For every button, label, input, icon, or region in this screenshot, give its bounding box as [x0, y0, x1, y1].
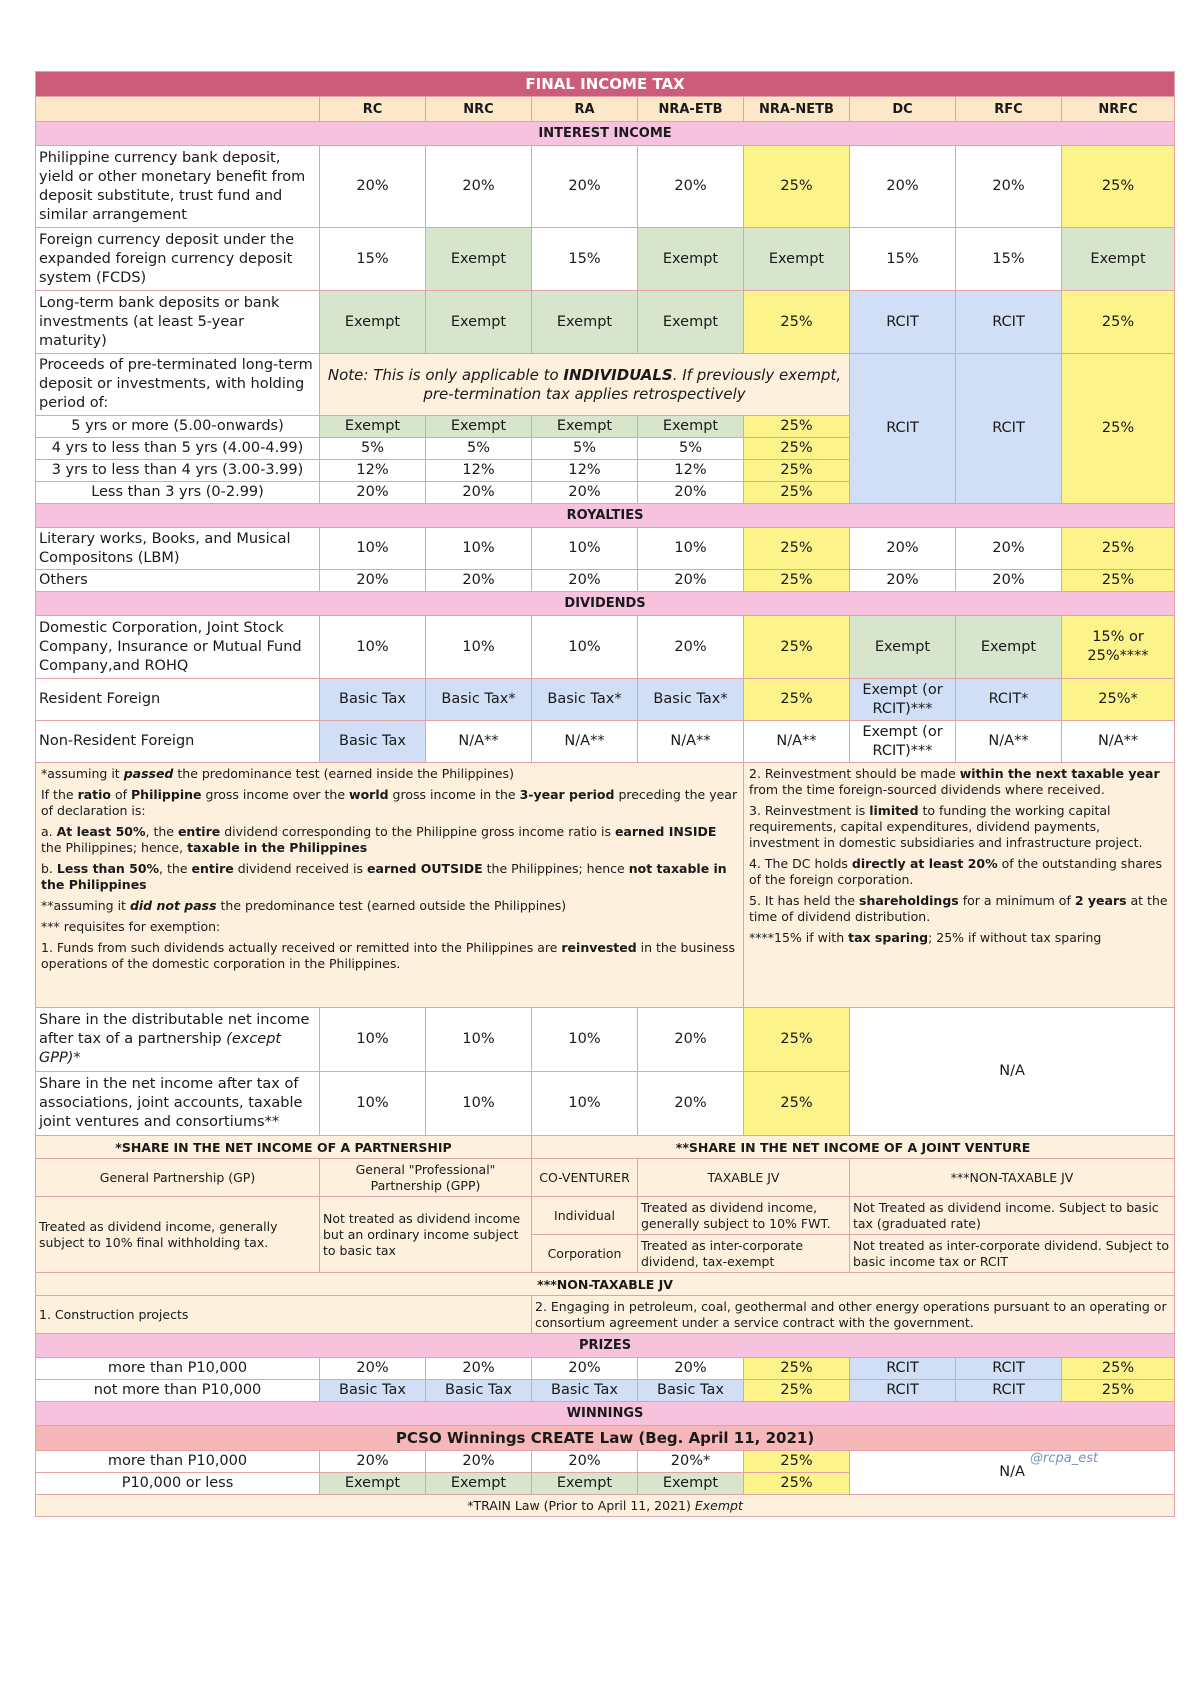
- note-emphasis: not taxable in the Philippines: [41, 861, 727, 892]
- share-detail-row: [36, 1197, 1175, 1235]
- row-label: Share in the net income after tax of associations, joint accounts, taxable joint ventures and consortiums**: [36, 1072, 320, 1136]
- cell: 15%: [850, 228, 956, 291]
- cell: 20%: [532, 1451, 638, 1473]
- row-label: [36, 1008, 320, 1072]
- note-emphasis: tax sparing: [848, 930, 929, 945]
- nontaxable-jv-section: ***NON-TAXABLE JV: [36, 1273, 1175, 1296]
- dividend-notes-right: [744, 763, 1175, 1008]
- cell: 20%: [850, 146, 956, 228]
- cell: 5%: [638, 438, 744, 460]
- cell: 20%: [638, 616, 744, 679]
- cell: N/A: [850, 1451, 1175, 1495]
- note-emphasis: reinvested: [561, 940, 637, 955]
- cell: 10%: [532, 1008, 638, 1072]
- row-label: more than P10,000: [36, 1358, 320, 1380]
- table-title: FINAL INCOME TAX: [36, 72, 1175, 97]
- cell: 20%: [426, 1358, 532, 1380]
- cell: 25%: [744, 416, 850, 438]
- train-law-footnote: [36, 1495, 1175, 1517]
- gpp-header: General "Professional" Partnership (GPP): [320, 1159, 532, 1197]
- footnote-text: *TRAIN Law (Prior to April 11, 2021): [467, 1498, 695, 1513]
- taxable-jv-header: TAXABLE JV: [638, 1159, 850, 1197]
- note-emphasis: INDIVIDUALS: [563, 365, 673, 384]
- table-row: [36, 291, 1175, 354]
- table-row: [36, 679, 1175, 721]
- cell: 20%: [320, 146, 426, 228]
- cell: 10%: [426, 616, 532, 679]
- note-emphasis: Less than 50%: [56, 861, 160, 876]
- share-headers-row: [36, 1136, 1175, 1159]
- section-dividends: DIVIDENDS: [36, 592, 1175, 616]
- cell: Exempt: [532, 1473, 638, 1495]
- cell: 20%: [532, 146, 638, 228]
- row-label: Others: [36, 570, 320, 592]
- note-text: Note: This is only applicable to: [327, 365, 564, 384]
- cell: 12%: [426, 460, 532, 482]
- note-emphasis: passed: [123, 766, 174, 781]
- corporation-taxable-jv: Treated as inter-corporate dividend, tax-exempt: [638, 1235, 850, 1273]
- label-text: *: [73, 1050, 81, 1066]
- cell: Exempt: [532, 416, 638, 438]
- individual-label: Individual: [532, 1197, 638, 1235]
- author-watermark: @rcpa_est: [1030, 1451, 1099, 1466]
- cell: 20%: [956, 570, 1062, 592]
- gp-header: General Partnership (GP): [36, 1159, 320, 1197]
- cell: 25%: [744, 528, 850, 570]
- col-nrc: NRC: [426, 97, 532, 122]
- cell: 25%: [1062, 146, 1175, 228]
- note-text: the Philippines; hence,: [41, 840, 188, 855]
- note-at-least-50: [41, 824, 738, 856]
- table-row: [36, 570, 1175, 592]
- note-text: 2. Reinvestment should be made: [749, 766, 960, 781]
- note-text: ****15% if with: [749, 930, 849, 945]
- cell: RCIT: [850, 1380, 956, 1402]
- note-text: **assuming it: [41, 898, 130, 913]
- note-emphasis: 3-year period: [519, 787, 615, 802]
- pcso-winnings-header: PCSO Winnings CREATE Law (Beg. April 11, 2021): [36, 1426, 1175, 1451]
- row-label: Long-term bank deposits or bank investments (at least 5-year maturity): [36, 291, 320, 354]
- cell: RCIT: [850, 291, 956, 354]
- cell: 10%: [320, 1072, 426, 1136]
- cell: 25%*: [1062, 679, 1175, 721]
- cell: 25%: [1062, 291, 1175, 354]
- col-nrfc: NRFC: [1062, 97, 1175, 122]
- cell: 15%: [532, 228, 638, 291]
- note-text: a.: [41, 824, 57, 839]
- cell: 10%: [532, 528, 638, 570]
- cell: Exempt: [426, 291, 532, 354]
- cell: Exempt (or RCIT)***: [850, 721, 956, 763]
- cell: 15% or 25%****: [1062, 616, 1175, 679]
- note-text: dividend received is: [233, 861, 368, 876]
- note-text: , the: [145, 824, 178, 839]
- cell: 20%: [320, 1358, 426, 1380]
- note-text: to funding the working capital requirements, capital expenditures, dividend payments, investment in domestic subsidiaries and infrastructure project.: [749, 803, 1143, 850]
- note-tax-sparing: [749, 930, 1169, 946]
- cell: RCIT: [956, 1358, 1062, 1380]
- note-predominance-failed: [41, 898, 738, 914]
- column-header-row: [36, 97, 1175, 122]
- row-label: Proceeds of pre-terminated long-term deposit or investments, with holding period of:: [36, 354, 320, 416]
- pretermination-note: [320, 354, 850, 416]
- table-row: [36, 146, 1175, 228]
- cell: 25%: [1062, 1358, 1175, 1380]
- note-predominance-passed: [41, 766, 738, 782]
- cell: 25%: [744, 482, 850, 504]
- cell: 12%: [532, 460, 638, 482]
- cell: 20%: [638, 570, 744, 592]
- cell: 10%: [426, 1072, 532, 1136]
- cell: 12%: [320, 460, 426, 482]
- cell: 25%: [744, 1008, 850, 1072]
- cell: Exempt (or RCIT)***: [850, 679, 956, 721]
- row-label: Literary works, Books, and Musical Compositons (LBM): [36, 528, 320, 570]
- cell: 25%: [1062, 1380, 1175, 1402]
- cell: 20%: [850, 570, 956, 592]
- cell: 20%: [532, 1358, 638, 1380]
- cell: 15%: [956, 228, 1062, 291]
- cell: 20%: [956, 528, 1062, 570]
- note-text: 5. It has held the: [749, 893, 860, 908]
- note-text: gross income in the: [388, 787, 520, 802]
- partnership-header: *SHARE IN THE NET INCOME OF A PARTNERSHIP: [36, 1136, 532, 1159]
- row-label: not more than P10,000: [36, 1380, 320, 1402]
- cell: Basic Tax: [426, 1380, 532, 1402]
- label-emphasis: (except GPP): [39, 1031, 282, 1066]
- cell: Exempt: [638, 1473, 744, 1495]
- cell: Exempt: [320, 416, 426, 438]
- cell: 20%: [956, 146, 1062, 228]
- coventurer-header: CO-VENTURER: [532, 1159, 638, 1197]
- note-text: 1. Funds from such dividends actually received or remitted into the Philippines are: [41, 940, 562, 955]
- row-label: Resident Foreign: [36, 679, 320, 721]
- cell: Exempt: [426, 416, 532, 438]
- share-subheaders-row: [36, 1159, 1175, 1197]
- cell: 25%: [1062, 528, 1175, 570]
- cell: 20%*: [638, 1451, 744, 1473]
- cell: 20%: [426, 1451, 532, 1473]
- cell: Exempt: [638, 228, 744, 291]
- row-label: Domestic Corporation, Joint Stock Company, Insurance or Mutual Fund Company,and ROHQ: [36, 616, 320, 679]
- col-rc: RC: [320, 97, 426, 122]
- cell: N/A**: [1062, 721, 1175, 763]
- col-dc: DC: [850, 97, 956, 122]
- note-text: preceding the year of declaration is:: [41, 787, 738, 818]
- cell: N/A**: [956, 721, 1062, 763]
- individual-nontaxable-jv: Not Treated as dividend income. Subject to basic tax (graduated rate): [850, 1197, 1175, 1235]
- cell: 20%: [532, 482, 638, 504]
- cell: 20%: [638, 1008, 744, 1072]
- cell: 20%: [426, 570, 532, 592]
- cell: Basic Tax*: [532, 679, 638, 721]
- note-emphasis: entire: [191, 861, 234, 876]
- label-text: Share in the distributable net income after tax of a partnership: [39, 1012, 310, 1047]
- cell: 20%: [426, 482, 532, 504]
- corporation-nontaxable-jv: Not treated as inter-corporate dividend. Subject to basic income tax or RCIT: [850, 1235, 1175, 1273]
- note-requisite-4: [749, 856, 1169, 888]
- cell: 25%: [744, 460, 850, 482]
- note-text: the predominance test (earned inside the Philippines): [173, 766, 514, 781]
- cell: 25%: [744, 616, 850, 679]
- note-emphasis: At least 50%: [56, 824, 146, 839]
- col-rfc: RFC: [956, 97, 1062, 122]
- note-text: If the: [41, 787, 78, 802]
- row-label: 4 yrs to less than 5 yrs (4.00-4.99): [36, 438, 320, 460]
- cell: RCIT: [956, 1380, 1062, 1402]
- dividend-notes-row: [36, 763, 1175, 1008]
- row-label: Philippine currency bank deposit, yield or other monetary benefit from deposit substitute, trust fund and similar arrangement: [36, 146, 320, 228]
- table-row: [36, 616, 1175, 679]
- note-text: of: [111, 787, 132, 802]
- cell: Basic Tax: [532, 1380, 638, 1402]
- cell: 10%: [426, 1008, 532, 1072]
- note-text: from the time foreign-sourced dividends where received.: [749, 782, 1105, 797]
- note-text: *assuming it: [41, 766, 124, 781]
- note-text: 3. Reinvestment is: [749, 803, 870, 818]
- table-row: [36, 228, 1175, 291]
- note-text: in the business operations of the domestic corporation in the Philippines.: [41, 940, 735, 971]
- cell: 25%: [744, 1473, 850, 1495]
- note-text: the predominance test (earned outside the Philippines): [216, 898, 567, 913]
- cell: RCIT: [956, 291, 1062, 354]
- note-less-than-50: [41, 861, 738, 893]
- note-text: b.: [41, 861, 57, 876]
- note-requisite-2: [749, 766, 1169, 798]
- cell: 10%: [638, 528, 744, 570]
- cell: 20%: [532, 570, 638, 592]
- cell: Exempt: [1062, 228, 1175, 291]
- row-label: Foreign currency deposit under the expanded foreign currency deposit system (FCDS): [36, 228, 320, 291]
- table-row: [36, 721, 1175, 763]
- note-text: for a minimum of: [958, 893, 1075, 908]
- row-label: 3 yrs to less than 4 yrs (3.00-3.99): [36, 460, 320, 482]
- cell: Basic Tax*: [638, 679, 744, 721]
- cell: 25%: [744, 291, 850, 354]
- note-emphasis: taxable in the Philippines: [187, 840, 368, 855]
- cell: 5%: [532, 438, 638, 460]
- cell: 20%: [638, 1072, 744, 1136]
- cell: Exempt: [956, 616, 1062, 679]
- cell: 10%: [320, 528, 426, 570]
- individual-taxable-jv: Treated as dividend income, generally subject to 10% FWT.: [638, 1197, 850, 1235]
- col-nra-etb: NRA-ETB: [638, 97, 744, 122]
- section-royalties: ROYALTIES: [36, 504, 1175, 528]
- note-requisite-3: [749, 803, 1169, 851]
- col-ra: RA: [532, 97, 638, 122]
- cell: 25%: [744, 1380, 850, 1402]
- nontaxable-jv-item-1: 1. Construction projects: [36, 1296, 532, 1334]
- footnote-emphasis: Exempt: [694, 1498, 743, 1513]
- cell: 15%: [320, 228, 426, 291]
- note-emphasis: entire: [177, 824, 221, 839]
- cell: Exempt: [850, 616, 956, 679]
- cell: RCIT*: [956, 679, 1062, 721]
- cell: RCIT: [850, 354, 956, 504]
- table-row: [36, 1358, 1175, 1380]
- cell: 5%: [426, 438, 532, 460]
- table-row: [36, 1380, 1175, 1402]
- cell: N/A**: [744, 721, 850, 763]
- gp-description: Treated as dividend income, generally subject to 10% final withholding tax.: [36, 1197, 320, 1273]
- row-label: more than P10,000: [36, 1451, 320, 1473]
- section-interest-income: INTEREST INCOME: [36, 122, 1175, 146]
- cell: 20%: [320, 482, 426, 504]
- cell: 25%: [744, 1072, 850, 1136]
- note-emphasis: did not pass: [129, 898, 217, 913]
- nontaxable-jv-header: ***NON-TAXABLE JV: [850, 1159, 1175, 1197]
- table-row: [36, 354, 1175, 416]
- note-emphasis: world: [349, 787, 389, 802]
- cell: 20%: [638, 482, 744, 504]
- note-emphasis: Philippine: [131, 787, 202, 802]
- dividend-notes-left: [36, 763, 744, 1008]
- cell: 5%: [320, 438, 426, 460]
- cell: 10%: [532, 616, 638, 679]
- cell: 20%: [638, 146, 744, 228]
- section-prizes: PRIZES: [36, 1334, 1175, 1358]
- cell: Exempt: [638, 416, 744, 438]
- note-emphasis: limited: [869, 803, 919, 818]
- cell: Basic Tax: [320, 721, 426, 763]
- row-label: Non-Resident Foreign: [36, 721, 320, 763]
- cell: 20%: [426, 146, 532, 228]
- table-row: [36, 1008, 1175, 1072]
- cell: Exempt: [320, 1473, 426, 1495]
- note-text: the Philippines; hence: [482, 861, 629, 876]
- table-row: [36, 1451, 1175, 1473]
- note-text: , the: [159, 861, 192, 876]
- cell: 20%: [320, 1451, 426, 1473]
- note-text: 4. The DC holds: [749, 856, 852, 871]
- corporation-label: Corporation: [532, 1235, 638, 1273]
- note-requisite-1: [41, 940, 738, 972]
- cell: 25%: [744, 146, 850, 228]
- note-requisites: *** requisites for exemption:: [41, 919, 221, 934]
- note-ratio: [41, 787, 738, 819]
- cell: Exempt: [638, 291, 744, 354]
- joint-venture-header: **SHARE IN THE NET INCOME OF A JOINT VENTURE: [532, 1136, 1175, 1159]
- cell: 10%: [426, 528, 532, 570]
- cell: RCIT: [956, 354, 1062, 504]
- cell: 25%: [744, 570, 850, 592]
- cell: 10%: [320, 1008, 426, 1072]
- cell: 25%: [744, 1451, 850, 1473]
- row-label: 5 yrs or more (5.00-onwards): [36, 416, 320, 438]
- final-income-tax-sheet: [35, 71, 1174, 1517]
- note-text: gross income over the: [201, 787, 350, 802]
- cell: Basic Tax: [320, 679, 426, 721]
- cell: 25%: [744, 1358, 850, 1380]
- cell: RCIT: [850, 1358, 956, 1380]
- nontaxable-jv-item-2: 2. Engaging in petroleum, coal, geothermal and other energy operations pursuant to an operating or consortium agreement under a service contract with the government.: [532, 1296, 1175, 1334]
- note-emphasis: shareholdings: [859, 893, 959, 908]
- note-emphasis: directly at least 20%: [851, 856, 998, 871]
- row-label: P10,000 or less: [36, 1473, 320, 1495]
- note-emphasis: earned OUTSIDE: [367, 861, 483, 876]
- cell: 20%: [850, 528, 956, 570]
- cell: N/A: [850, 1008, 1175, 1136]
- cell: N/A**: [426, 721, 532, 763]
- note-text: of the outstanding shares of the foreign corporation.: [749, 856, 1162, 887]
- note-emphasis: within the next taxable year: [959, 766, 1160, 781]
- note-text: ; 25% if without tax sparing: [928, 930, 1102, 945]
- table-row: [36, 528, 1175, 570]
- header-blank: [36, 97, 320, 122]
- gpp-description: Not treated as dividend income but an ordinary income subject to basic tax: [320, 1197, 532, 1273]
- col-nra-netb: NRA-NETB: [744, 97, 850, 122]
- cell: 12%: [638, 460, 744, 482]
- cell: 10%: [532, 1072, 638, 1136]
- nontaxable-jv-row: [36, 1296, 1175, 1334]
- cell: Exempt: [426, 228, 532, 291]
- note-emphasis: earned INSIDE: [614, 824, 717, 839]
- cell: Basic Tax*: [426, 679, 532, 721]
- section-winnings: WINNINGS: [36, 1402, 1175, 1426]
- final-income-tax-table: [35, 71, 1175, 1517]
- cell: 10%: [320, 616, 426, 679]
- note-emphasis: ratio: [77, 787, 112, 802]
- cell: 25%: [1062, 570, 1175, 592]
- cell: 25%: [1062, 354, 1175, 504]
- note-text: at the time of dividend distribution.: [749, 893, 1168, 924]
- note-text: . If previously exempt, pre-termination tax applies retrospectively: [423, 365, 842, 403]
- cell: Basic Tax: [638, 1380, 744, 1402]
- cell: 20%: [320, 570, 426, 592]
- cell: 25%: [744, 438, 850, 460]
- cell: Exempt: [744, 228, 850, 291]
- cell: N/A**: [638, 721, 744, 763]
- note-requisite-5: [749, 893, 1169, 925]
- cell: Exempt: [320, 291, 426, 354]
- cell: N/A**: [532, 721, 638, 763]
- cell: Basic Tax: [320, 1380, 426, 1402]
- note-text: dividend corresponding to the Philippine gross income ratio is: [220, 824, 615, 839]
- row-label: Less than 3 yrs (0-2.99): [36, 482, 320, 504]
- cell: Exempt: [426, 1473, 532, 1495]
- cell: 20%: [638, 1358, 744, 1380]
- note-emphasis: 2 years: [1074, 893, 1127, 908]
- cell: 25%: [744, 679, 850, 721]
- cell: Exempt: [532, 291, 638, 354]
